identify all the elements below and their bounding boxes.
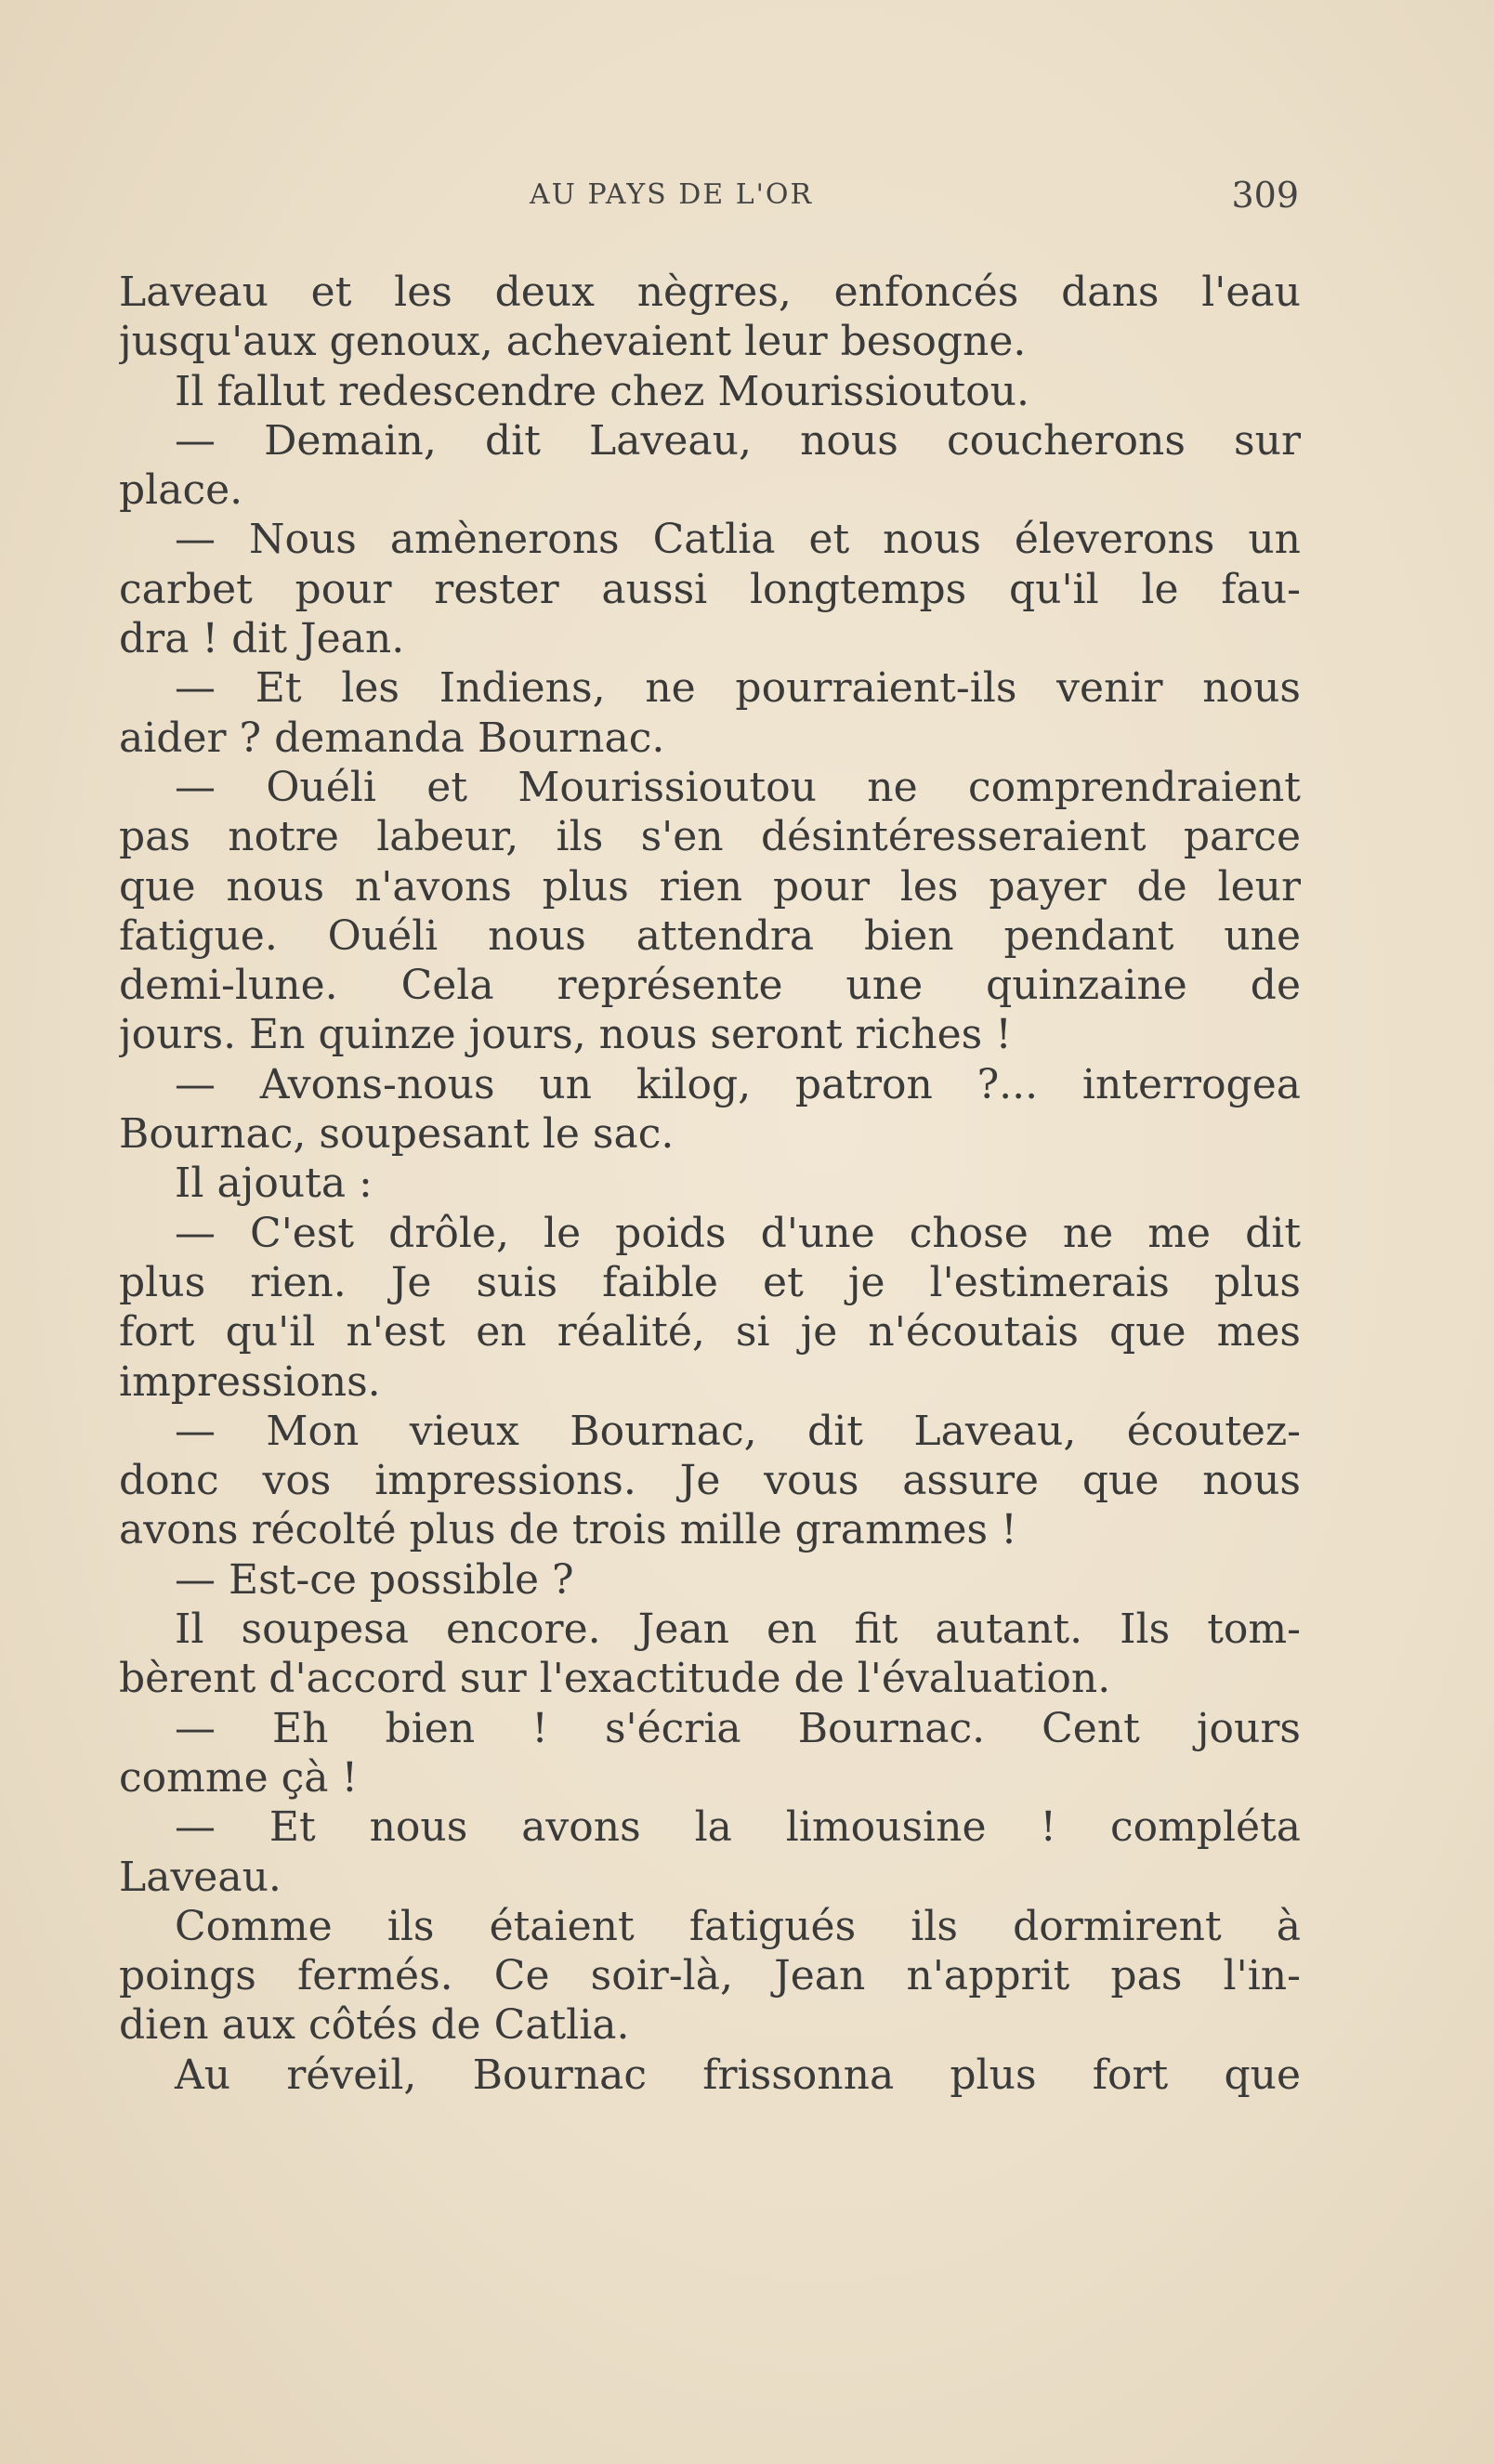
text-line: fatigue. Ouéli nous attendra bien pendant une bbox=[119, 911, 1301, 960]
text-line: Il fallut redescendre chez Mourissioutou. bbox=[175, 367, 1029, 415]
text-line: jours. En quinze jours, nous seront riches ! bbox=[119, 1011, 1012, 1059]
text-line: — Avons-nous un kilog, patron ?... interrogea bbox=[175, 1060, 1301, 1108]
page-number: 309 bbox=[1231, 175, 1299, 216]
text-line: — Et nous avons la limousine ! compléta bbox=[175, 1803, 1301, 1852]
text-line: place. bbox=[119, 466, 243, 515]
text-line: — Ouéli et Mourissioutou ne comprendraient bbox=[175, 763, 1301, 811]
text-line: demi-lune. Cela représente une quinzaine de bbox=[119, 962, 1301, 1010]
text-line: — C'est drôle, le poids d'une chose ne me dit bbox=[175, 1209, 1301, 1257]
text-line: que nous n'avons plus rien pour les payer de leur bbox=[119, 862, 1301, 911]
text-line: Laveau et les deux nègres, enfoncés dans l'eau bbox=[119, 269, 1301, 316]
text-line: poings fermés. Ce soir-là, Jean n'apprit pas l'in- bbox=[119, 1952, 1301, 2000]
body-text bbox=[119, 268, 1301, 2100]
text-line: pas notre labeur, ils s'en désintéresseraient parce bbox=[119, 813, 1301, 861]
text-line: — Nous amènerons Catlia et nous éleverons un bbox=[175, 516, 1301, 564]
text-line: — Et les Indiens, ne pourraient-ils venir nous bbox=[175, 664, 1301, 713]
text-line: dra ! dit Jean. bbox=[119, 615, 405, 663]
text-line: bèrent d'accord sur l'exactitude de l'évaluation. bbox=[119, 1655, 1111, 1703]
text-line: avons récolté plus de trois mille grammes ! bbox=[119, 1506, 1017, 1554]
text-line: — Demain, dit Laveau, nous coucherons sur bbox=[175, 416, 1301, 465]
text-line: Il soupesa encore. Jean en fit autant. Ils tom- bbox=[175, 1606, 1301, 1654]
text-line: carbet pour rester aussi longtemps qu'il le fau- bbox=[119, 565, 1301, 613]
text-line: Bournac, soupesant le sac. bbox=[119, 1110, 675, 1159]
text-line: donc vos impressions. Je vous assure que nous bbox=[119, 1457, 1301, 1505]
text-line: Comme ils étaient fatigués ils dormirent à bbox=[175, 1902, 1301, 1950]
text-line: comme çà ! bbox=[119, 1753, 359, 1802]
text-line: Laveau. bbox=[119, 1853, 282, 1901]
text-line: dien aux côtés de Catlia. bbox=[119, 2001, 630, 2050]
text-line: plus rien. Je suis faible et je l'estimerais plus bbox=[119, 1258, 1301, 1306]
text-line: aider ? demanda Bournac. bbox=[119, 714, 665, 762]
text-line: impressions. bbox=[119, 1357, 381, 1406]
text-line: Il ajouta : bbox=[175, 1160, 373, 1208]
page-header bbox=[121, 173, 1299, 217]
text-line: — Est-ce possible ? bbox=[175, 1555, 574, 1604]
text-line: fort qu'il n'est en réalité, si je n'écoutais que mes bbox=[119, 1308, 1301, 1357]
text-line: jusqu'aux genoux, achevaient leur besogne. bbox=[119, 318, 1027, 366]
text-line: Au réveil, Bournac frissonna plus fort que bbox=[175, 2051, 1301, 2099]
text-line: — Mon vieux Bournac, dit Laveau, écoutez- bbox=[175, 1407, 1301, 1455]
text-line: — Eh bien ! s'écria Bournac. Cent jours bbox=[175, 1704, 1301, 1752]
running-title: AU PAYS DE L'OR bbox=[530, 178, 814, 211]
